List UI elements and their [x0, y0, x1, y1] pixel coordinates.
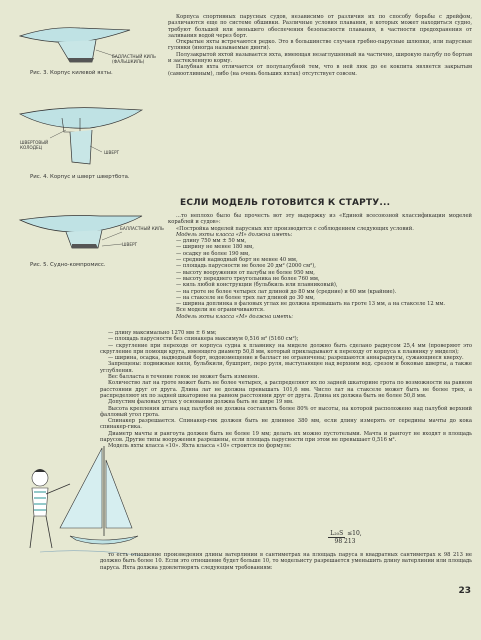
- list-item: — осадку не более 190 мм,: [176, 250, 250, 257]
- centerboard-label: ШВЕРТ: [104, 150, 120, 155]
- centerboard-label-5: ШВЕРТ: [122, 242, 138, 247]
- section-title: ЕСЛИ МОДЕЛЬ ГОТОВИТСЯ К СТАРТУ...: [180, 198, 391, 208]
- figure-3: [10, 18, 170, 76]
- figure-column: [10, 18, 170, 268]
- paragraph: ...то неплохо было бы прочесть вот эту выдержку из «Единой всесоюзной классификации моделей кораблей и судов»:: [168, 213, 472, 226]
- list-item: — скругление при переходе от корпуса судна к плавнику на миделе должно быть сделано радиусом 25,4 мм (проверяют это скругление при помощи круга, имеющего диаметр 50,8 мм, который прикладывают к переходу от корпуса к плавнику у миделя);: [100, 342, 472, 355]
- figure-4: [10, 102, 170, 180]
- paragraph: Открытые яхты встречаются редко. Это в большинстве случаев гребно-парусные шлюпки, или парусные гулянки (иногда называемые динги).: [168, 39, 472, 52]
- paragraph: Полузакрытой яхтой называется яхта, имеющая незаглушенный на частично, широкую палубу по бортам и застекленную корму.: [168, 51, 472, 65]
- list-item: — ширину не менее 180 мм,: [176, 244, 254, 251]
- compromise-hull-drawing: [10, 210, 160, 260]
- formula-rhs: ≤10,: [347, 530, 362, 537]
- paragraph: «Постройка моделей парусных яхт производится с соблюдением следующих условий.: [176, 225, 414, 232]
- rules-text: [168, 213, 472, 320]
- formula: [300, 530, 390, 545]
- intro-text: [168, 14, 472, 77]
- paragraph: Модель яхты класса «Н» должна иметь:: [176, 231, 293, 238]
- paragraph: Вес балласта в течение гонок не может быть изменен.: [108, 374, 260, 381]
- list-item: — средний надводный борт не менее 40 мм,: [176, 257, 298, 264]
- ballast-keel-label: БАЛЛАСТНЫЙ КИЛЬ (ФАЛЬШКИЛЬ): [112, 54, 156, 64]
- paragraph: Модель яхты класса «М» должна иметь:: [176, 313, 294, 320]
- figure-4-caption: Рис. 4. Корпус и шверт швертбота.: [30, 174, 130, 180]
- list-item: — площадь парусности не более 20 дм² (2000 см²),: [176, 263, 316, 270]
- formula-denominator: 98 213: [334, 538, 356, 545]
- class-m-text: [100, 330, 472, 450]
- paragraph: Допустим фаловых углах у основании должна быть не шире 19 мм.: [108, 399, 294, 406]
- paragraph: Высота крепления штага над палубой не должна составлять более 80% от высоты, на которой расположено над палубой верхний фалловый угол грота.: [100, 405, 472, 418]
- paragraph: Все модели не ограничиваются.: [176, 307, 265, 314]
- figure-5-caption: Рис. 5. Судно-компромисс.: [30, 262, 106, 268]
- figure-5: [10, 210, 170, 268]
- boy-with-model-yacht-illustration: [10, 440, 150, 594]
- list-item: — на гроте не более четырех лат длиной до 80 мм (средние) и 60 мм (крайние).: [176, 288, 397, 295]
- paragraph: Диаметр мачты и рангоута должен быть не более 19 мм; делать их можно пустотелыми. Мачта и рангоут не входят в площадь парусов. Другие типы вооружения разрешены, если площадь парусности при этом не превышает 0,516 м².: [100, 430, 472, 444]
- paragraph: то есть отношение произведения длины ватерлинии в сантиметрах на площадь паруса в квадратных сантиметрах к 98 213 не должно быть более 10. Если это отношение будет больше 10, то модельисту разрешается уменьшить длину ватерлинии или площадь паруса. Яхта должна удовлетворять следующим требованиям:: [100, 552, 472, 571]
- list-item: — высоту переднего треугольника не более 760 мм,: [176, 275, 320, 282]
- ballast-keel-label-5: БАЛЛАСТНЫЙ КИЛЬ: [120, 226, 164, 231]
- list-item: — киль любой конструкции (бульбкиль или плавниковый),: [176, 282, 338, 289]
- list-item: — площадь парусности без спинакера максимум 0,516 м² (5160 см²);: [108, 336, 299, 343]
- list-item: — длину 750 мм ± 50 мм,: [176, 238, 247, 245]
- centerboard-well-label: ШВЕРТОВЫЙ КОЛОДЕЦ: [20, 140, 49, 150]
- page-number: 23: [458, 586, 471, 596]
- centerboard-hull-drawing: [10, 102, 160, 172]
- paragraph: Запрещены: подвижные кили, бульбкили, бушприт, перо руля, выступающее над верхним вод. срезом и боковые шверты, а также углубления.: [100, 361, 472, 374]
- formula-numerator: L₂₀S: [330, 530, 344, 537]
- class-10-text: [100, 552, 472, 571]
- list-item: — длину максимально 1270 мм ± 6 мм;: [108, 330, 217, 336]
- paragraph: Спинакер разрешается. Спинакер-гик должен быть не длиннее 380 мм, если длину измерять от середины мачты до кока спинакер-гика.: [100, 418, 472, 431]
- paragraph: Количество лат на гроте может быть не более четырех, а распределяют их по задней шкаторине грота по возможности на равном расстоянии друг от друга. Длина лат не должна превышать 101,6 мм. Число лат на стакселе может быть не более трех, а распределяют их по задней шкаторине на равном расстоянии друг от друга. Длина их должна быть не более 50,8 мм.: [100, 380, 472, 399]
- list-item: — ширина доплинка в фаловых углах не должна превышать на гроте 13 мм, а на стакселе 12 мм.: [176, 301, 446, 308]
- figure-3-caption: Рис. 3. Корпус килевой яхты.: [30, 70, 113, 76]
- paragraph: Модель яхты класса «10». Яхта класса «10» строится по формуле:: [108, 443, 292, 450]
- paragraph: Корпуса спортивных парусных судов, независимо от различия их по способу борьбы с дрейфом, различаются еще по системе обшивки. Различные условия плавания, в которых может находиться судно, требуют большей или меньшего обеспечения безопасности плавания, в частности предохранения от заливания водой через борт.: [168, 14, 472, 39]
- paragraph: Палубная яхта отличается от полупалубной тем, что в ней люк до ее кокпита является закрытым (самоотливным), либо (на очень больших яхтах) отсутствует совсем.: [168, 64, 472, 77]
- list-item: — ширина, осадка, надводный борт, водоизмещение и балласт не ограничены; разрешаются аннарадиусы, сужающиеся кверху.: [108, 355, 464, 362]
- list-item: — высоту вооружения от палубы не более 950 мм,: [176, 269, 315, 276]
- list-item: — на стакселе не более трех лат длиной до 30 мм,: [176, 294, 315, 301]
